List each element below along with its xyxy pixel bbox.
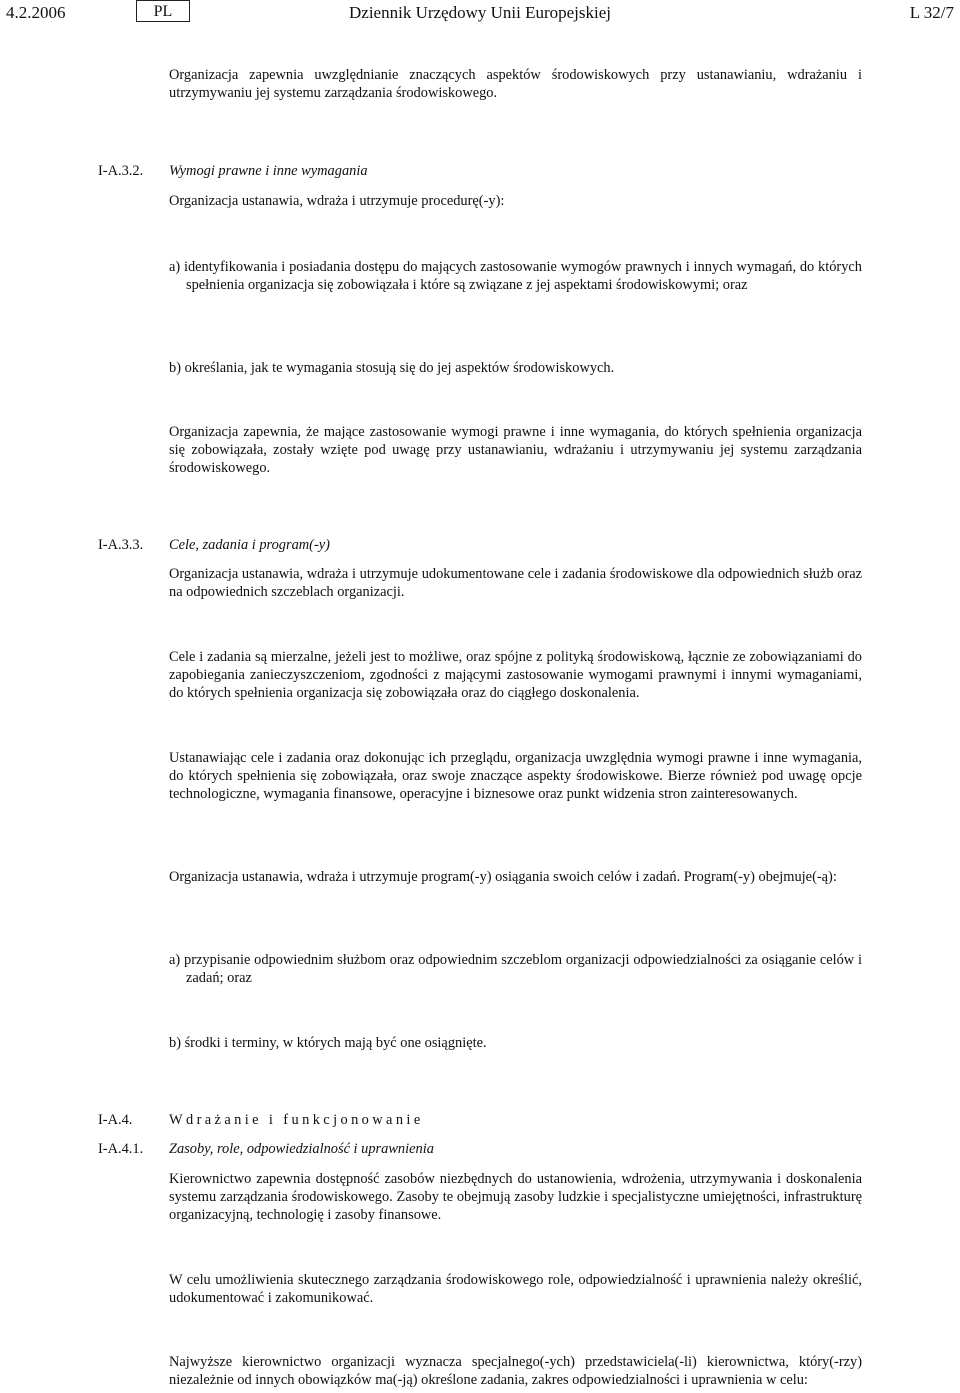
intro-paragraph: Organizacja zapewnia uwzględnianie znaczących aspektów środowiskowych przy ustanawianiu, wdrażaniu i utrzymywaniu jej systemu zarządzania środowiskowego. (169, 67, 862, 101)
list-item: a) identyfikowania i posiadania dostępu do mających zastosowanie wymogów prawnych i innych wymagań, do których spełnienia organizacja się zobowiązała i które są związane z jej aspektami środowiskowymi; oraz (169, 259, 862, 293)
section-number: I-A.4. (98, 1112, 133, 1128)
section-number: I-A.3.3. (98, 537, 144, 553)
publication-date: 4.2.2006 (6, 3, 66, 22)
paragraph: Cele i zadania są mierzalne, jeżeli jest to możliwe, oraz spójne z polityką środowiskową, łącznie ze zobowiązaniami do zapobiegania zanieczyszczeniom, zgodności z mającymi zastosowanie wymogami prawnymi i innymi wymaganiami, do których spełnienia organizacja się zobowiązała oraz do ciągłego doskonalenia. (169, 649, 862, 701)
section-title: Wymogi prawne i inne wymagania (169, 163, 368, 179)
list-item: b) określania, jak te wymagania stosują się do jej aspektów środowiskowych. (169, 360, 615, 376)
paragraph: Organizacja ustanawia, wdraża i utrzymuje procedurę(-y): (169, 193, 505, 209)
paragraph: Najwyższe kierownictwo organizacji wyznacza specjalnego(-ych) przedstawiciela(-li) kierownictwa, który(-rzy) niezależnie od innych obowiązków ma(-ją) określone zadania, zakres odpowiedzialności i uprawnienia w celu: (169, 1354, 862, 1388)
section-number: I-A.4.1. (98, 1141, 144, 1157)
language-box: PL (136, 0, 190, 22)
paragraph: W celu umożliwienia skutecznego zarządzania środowiskowego role, odpowiedzialność i uprawnienia należy określić, udokumentować i zakomunikować. (169, 1272, 862, 1306)
journal-title: Dziennik Urzędowy Unii Europejskiej (349, 3, 612, 22)
list-item: b) środki i terminy, w których mają być one osiągnięte. (169, 1035, 487, 1051)
section-title: Cele, zadania i program(-y) (169, 537, 330, 553)
paragraph: Ustanawiając cele i zadania oraz dokonując ich przeglądu, organizacja uwzględnia wymogi prawne i inne wymagania, do których spełnienia się zobowiązała, oraz swoje znaczące aspekty środowiskowe. Bierze również pod uwagę opcje technologiczne, wymagania finansowe, operacyjne i biznesowe oraz punkt widzenia stron zainteresowanych. (169, 750, 862, 802)
page-reference: L 32/7 (909, 3, 954, 22)
page-header (0, 0, 960, 30)
paragraph: Organizacja zapewnia, że mające zastosowanie wymogi prawne i inne wymagania, do których spełnienia organizacja się zobowiązała, zostały wzięte pod uwagę przy ustanawianiu, wdrażaniu i utrzymywaniu jej systemu zarządzania środowiskowego. (169, 424, 862, 476)
list-item: a) przypisanie odpowiednim służbom oraz odpowiednim szczeblom organizacji odpowiedzialności za osiąganie celów i zadań; oraz (169, 952, 862, 986)
section-title: Zasoby, role, odpowiedzialność i uprawnienia (169, 1141, 434, 1157)
section-number: I-A.3.2. (98, 163, 144, 179)
section-title: Wdrażanie i funkcjonowanie (169, 1112, 424, 1128)
paragraph: Organizacja ustanawia, wdraża i utrzymuje program(-y) osiągania swoich celów i zadań. Program(-y) obejmuje(-ą): (169, 869, 837, 885)
paragraph: Kierownictwo zapewnia dostępność zasobów niezbędnych do ustanowienia, wdrożenia, utrzymywania i doskonalenia systemu zarządzania środowiskowego. Zasoby te obejmują zasoby ludzkie i specjalistyczne umiejętności, infrastrukturę organizacyjną, technologię i zasoby finansowe. (169, 1171, 862, 1223)
paragraph: Organizacja ustanawia, wdraża i utrzymuje udokumentowane cele i zadania środowiskowe dla odpowiednich służb oraz na odpowiednich szczeblach organizacji. (169, 566, 862, 600)
